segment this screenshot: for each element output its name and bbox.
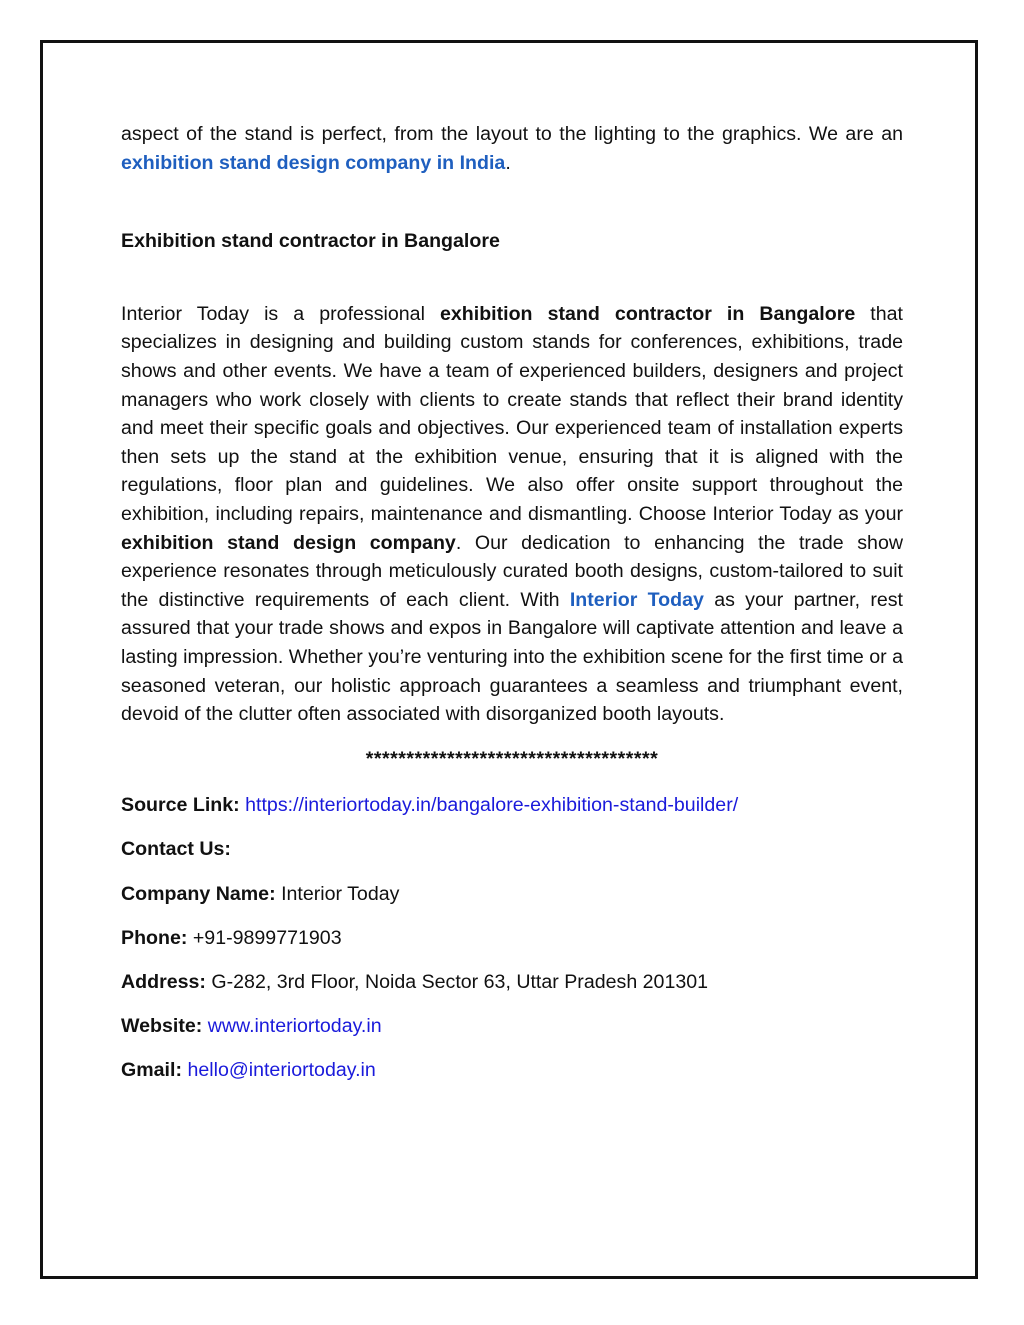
gmail-link[interactable]: hello@interiortoday.in: [187, 1059, 376, 1082]
body-bold-2: exhibition stand design company: [121, 531, 456, 554]
intro-text: aspect of the stand is perfect, from the layout to the lighting to the graphics. We are an: [121, 123, 903, 145]
website-label: Website:: [121, 1015, 203, 1038]
company-label: Company Name:: [121, 882, 276, 905]
intro-paragraph: [121, 120, 903, 177]
document-content: [121, 120, 903, 1101]
source-link-line: [121, 791, 903, 820]
phone-value: +91-9899771903: [192, 926, 342, 949]
website-line: [121, 1012, 903, 1041]
body-text-3: . Our dedication to enhancing the trade show experience resonates through meticulously curated booth designs, custom-tailored to suit the distinctive requirements of each client. With: [121, 531, 904, 611]
website-link[interactable]: www.interiortoday.in: [207, 1015, 382, 1038]
source-url-link[interactable]: https://interiortoday.in/bangalore-exhibition-stand-builder/: [245, 794, 739, 817]
gmail-label: Gmail:: [121, 1059, 182, 1082]
section-heading: Exhibition stand contractor in Bangalore: [121, 230, 500, 253]
address-value: G-282, 3rd Floor, Noida Sector 63, Uttar Pradesh 201301: [211, 971, 709, 994]
contact-us-heading: Contact Us:: [121, 838, 231, 861]
address-line: [121, 968, 903, 997]
body-text-2: that specializes in designing and building custom stands for conferences, exhibitions, trade shows and other events. We have a team of experienced builders, designers and project managers who work closely with clients to create stands that reflect their brand identity and meet their specific goals and objectives. Our experienced team of installation experts then sets up the stand at the exhibition venue, ensuring that it is aligned with the regulations, floor plan and guidelines. We also offer onsite support throughout the exhibition, including repairs, maintenance and dismantling. Choose Interior Today as your: [121, 302, 903, 525]
exhibition-stand-design-company-link[interactable]: exhibition stand design company in India: [121, 151, 506, 174]
body-paragraph: [121, 300, 903, 729]
address-label: Address:: [121, 971, 206, 994]
company-value: Interior Today: [281, 882, 400, 905]
phone-line: [121, 924, 903, 953]
source-label: Source Link:: [121, 794, 240, 817]
body-text-1: Interior Today is a professional: [121, 302, 440, 325]
phone-label: Phone:: [121, 926, 188, 949]
body-text-4: as your partner, rest assured that your trade shows and expos in Bangalore will captivate attention and leave a lasting impression. Whether you’re venturing into the exhibition scene for the first time or a seasoned veteran, our holistic approach guarantees a seamless and triumphant event, devoid of the clutter often associated with disorganized booth layouts.: [121, 588, 903, 726]
intro-text-end: .: [505, 151, 511, 174]
body-bold-1: exhibition stand contractor in Bangalore: [440, 302, 856, 325]
company-name-line: [121, 880, 903, 909]
interior-today-link[interactable]: Interior Today: [569, 588, 704, 611]
separator: ************************************: [365, 747, 659, 770]
gmail-line: [121, 1056, 903, 1085]
